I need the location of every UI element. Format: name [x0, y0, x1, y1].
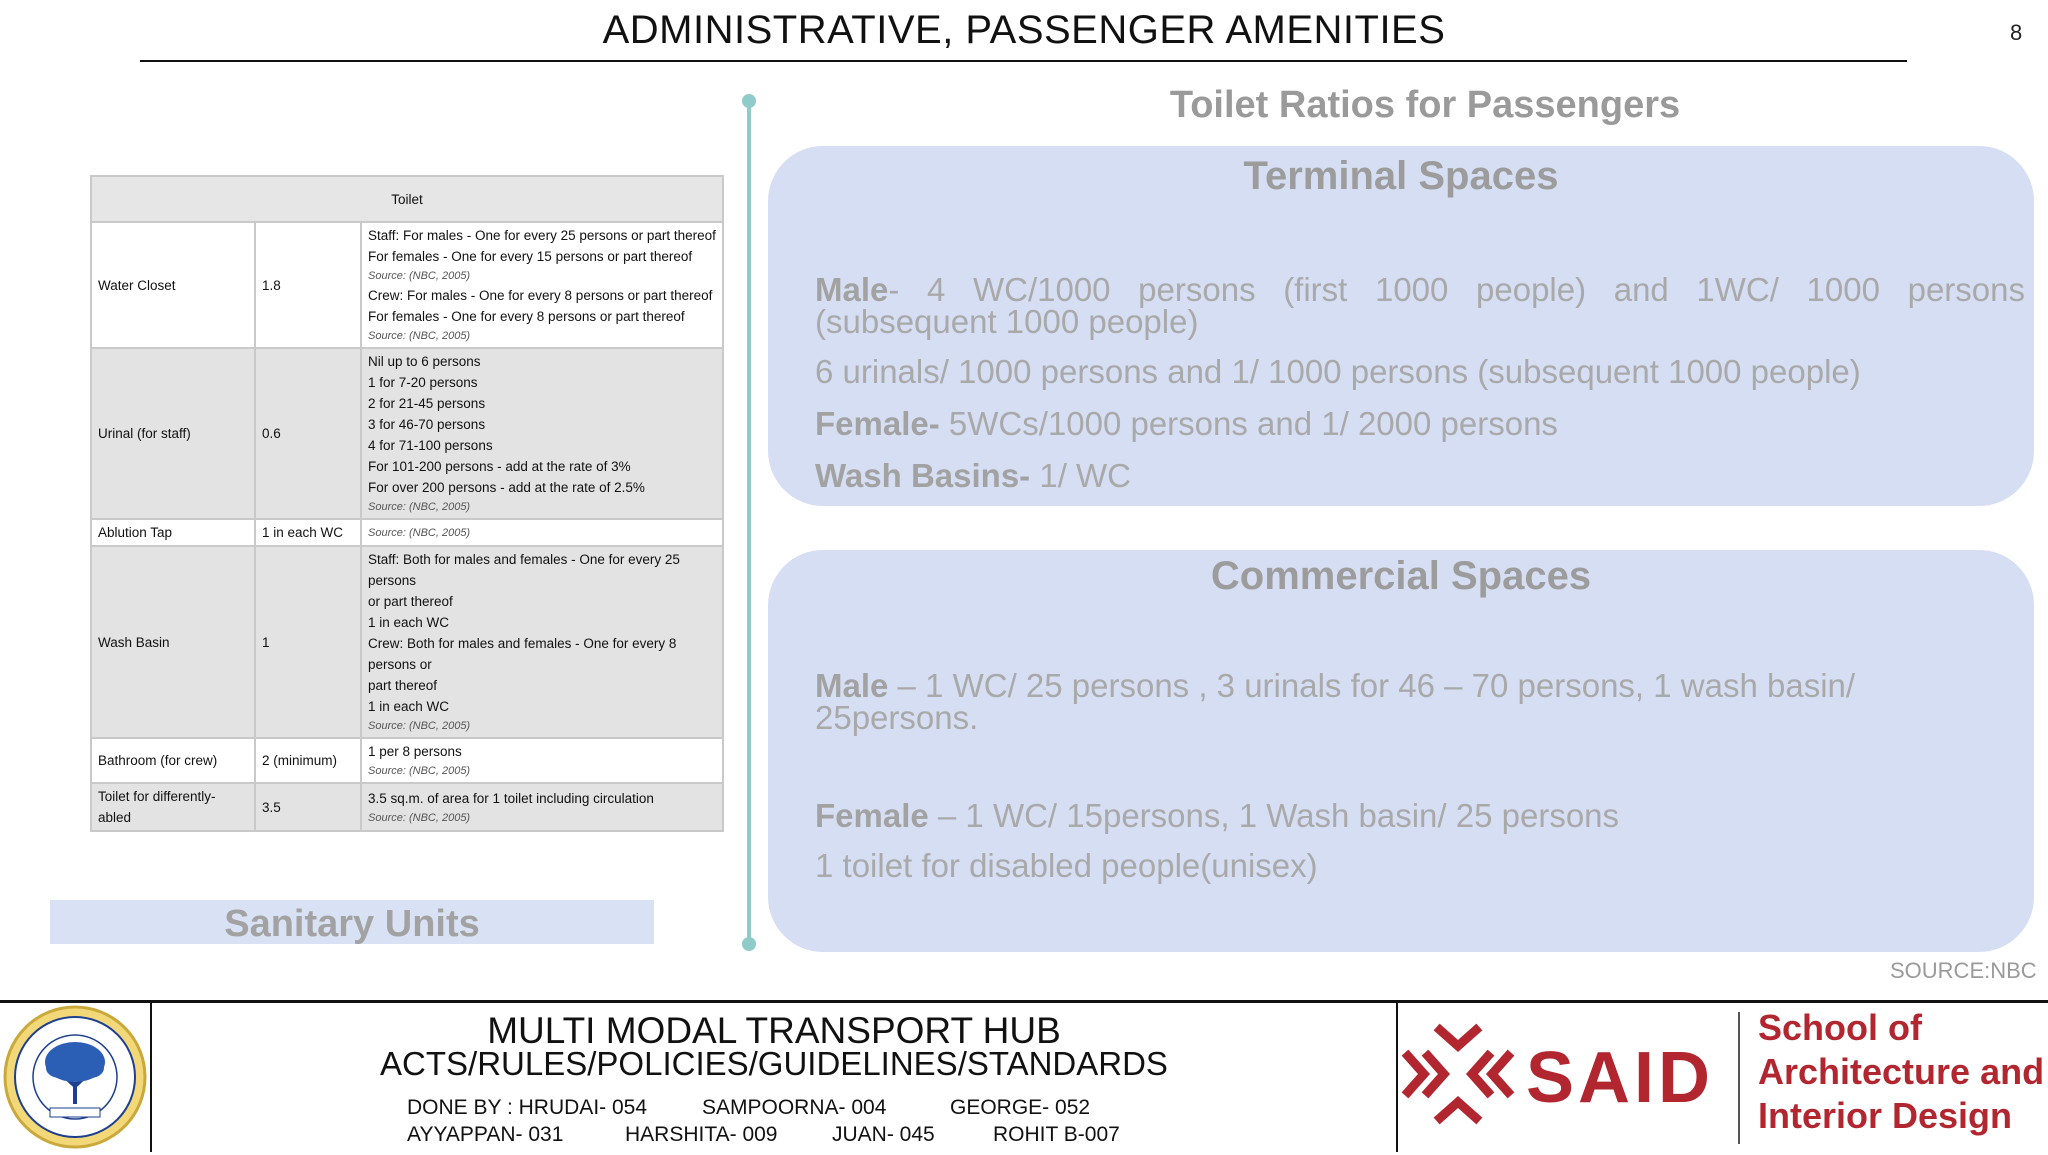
source-note: Source: (NBC, 2005): [368, 330, 471, 342]
female-ratio-text: [815, 405, 2025, 442]
timeline-dot-bottom: [742, 937, 756, 951]
detail-line: Staff: For males - One for every 25 persons or part thereof: [368, 228, 716, 243]
detail-line: Crew: Both for males and females - One for every 8 persons or: [368, 636, 677, 672]
row-label: Toilet for differently-abled: [91, 783, 255, 831]
detail-line: For females - One for every 15 persons or part thereof: [368, 249, 693, 264]
detail-line: Staff: Both for males and females - One for every 25 persons: [368, 552, 680, 588]
row-value: 1: [255, 546, 361, 738]
footer-divider-right: [1396, 1002, 1398, 1152]
row-value: 1.8: [255, 222, 361, 348]
terminal-spaces-panel: [768, 146, 2034, 506]
male-ratio-text: [815, 271, 2025, 340]
credit-name: AYYAPPAN- 031: [407, 1123, 564, 1146]
female-ratio-text: [815, 797, 2025, 834]
detail-line: or part thereof: [368, 594, 453, 609]
logo-divider: [1738, 1012, 1740, 1144]
credit-name: DONE BY : HRUDAI- 054: [407, 1096, 648, 1119]
wash-basins-label: Wash Basins-: [815, 457, 1031, 494]
school-name-line: Architecture and: [1758, 1051, 2045, 1092]
female-detail: – 1 WC/ 15persons, 1 Wash basin/ 25 persons: [928, 797, 1620, 834]
wash-basins-text: [815, 457, 2025, 494]
row-label: Wash Basin: [91, 546, 255, 738]
source-note: Source: (NBC, 2005): [368, 270, 471, 282]
timeline-dot-top: [742, 94, 756, 108]
footer-subtitle: ACTS/RULES/POLICIES/GUIDELINES/STANDARDS: [380, 1045, 1168, 1082]
detail-line: For over 200 persons - add at the rate of 2.5%: [368, 480, 645, 495]
credit-name: SAMPOORNA- 004: [702, 1096, 887, 1119]
female-label: Female: [815, 797, 929, 834]
row-label: Urinal (for staff): [91, 348, 255, 519]
row-details: [361, 783, 723, 831]
row-details: [361, 519, 723, 546]
school-name: [1758, 1006, 2044, 1138]
row-value: 3.5: [255, 783, 361, 831]
row-label: Bathroom (for crew): [91, 738, 255, 783]
wash-basins-detail: 1/ WC: [1030, 457, 1132, 494]
row-value: 0.6: [255, 348, 361, 519]
table-row: [91, 348, 723, 519]
detail-line: For females - One for every 8 persons or part thereof: [368, 309, 685, 324]
row-details: [361, 738, 723, 783]
page-number: 8: [2010, 20, 2023, 45]
detail-line: 2 for 21-45 persons: [368, 396, 486, 411]
table-row: [91, 546, 723, 738]
source-note: Source: (NBC, 2005): [368, 811, 471, 824]
table-row: [91, 783, 723, 831]
detail-line: 1 for 7-20 persons: [368, 375, 478, 390]
male-detail: – 1 WC/ 25 persons , 3 urinals for 46 – 70 persons, 1 wash basin/ 25persons.: [815, 667, 1856, 736]
panel-heading: Terminal Spaces: [1243, 154, 1559, 198]
row-details: [361, 348, 723, 519]
source-note: Source: (NBC, 2005): [368, 501, 471, 513]
commercial-spaces-panel: [768, 550, 2034, 952]
male-label: Male: [815, 667, 889, 704]
row-value: 2 (minimum): [255, 738, 361, 783]
male-label: Male: [815, 271, 889, 308]
university-seal-logo: [2, 1004, 148, 1150]
detail-line: 3.5 sq.m. of area for 1 toilet including circulation: [368, 790, 654, 806]
said-logo: [1400, 1016, 1730, 1146]
table-row: [91, 222, 723, 348]
female-detail: 5WCs/1000 persons and 1/ 2000 persons: [939, 405, 1558, 442]
sanitary-units-label: Sanitary Units: [50, 900, 654, 944]
source-note: Source: (NBC, 2005): [368, 765, 471, 777]
detail-line: For 101-200 persons - add at the rate of 3%: [368, 459, 631, 474]
urinals-ratio-text: 6 urinals/ 1000 persons and 1/ 1000 persons (subsequent 1000 people): [815, 353, 1861, 390]
source-note: Source: (NBC, 2005): [368, 720, 471, 732]
row-value: 1 in each WC: [255, 519, 361, 546]
row-details: [361, 222, 723, 348]
school-name-line: School of: [1758, 1007, 1922, 1048]
credit-name: JUAN- 045: [832, 1123, 935, 1146]
footer-divider: [0, 1000, 2048, 1003]
table-header: Toilet: [91, 176, 723, 222]
detail-line: part thereof: [368, 678, 438, 693]
table-row: [91, 519, 723, 546]
svg-text:SAID: SAID: [1526, 1038, 1715, 1118]
male-ratio-text: [815, 667, 2025, 736]
section-title: Toilet Ratios for Passengers: [1169, 84, 1681, 126]
detail-line: Nil up to 6 persons: [368, 354, 481, 369]
detail-line: 1 per 8 persons: [368, 744, 462, 759]
detail-line: Crew: For males - One for every 8 persons or part thereof: [368, 288, 713, 303]
page-title: ADMINISTRATIVE, PASSENGER AMENITIES: [602, 8, 1446, 52]
source-note: Source: (NBC, 2005): [368, 526, 471, 539]
credit-name: HARSHITA- 009: [625, 1123, 778, 1146]
female-label: Female-: [815, 405, 940, 442]
credit-name: GEORGE- 052: [950, 1096, 1091, 1119]
detail-line: 1 in each WC: [368, 615, 450, 630]
credit-name: ROHIT B-007: [993, 1123, 1120, 1146]
row-label: Water Closet: [91, 222, 255, 348]
timeline-line: [747, 100, 751, 945]
row-details: [361, 546, 723, 738]
school-name-line: Interior Design: [1758, 1095, 2013, 1136]
row-label: Ablution Tap: [91, 519, 255, 546]
detail-line: 4 for 71-100 persons: [368, 438, 493, 453]
footer-title: MULTI MODAL TRANSPORT HUB: [487, 1010, 1061, 1051]
source-note: SOURCE:NBC: [1890, 958, 2037, 983]
detail-line: 1 in each WC: [368, 699, 450, 714]
detail-line: 3 for 46-70 persons: [368, 417, 486, 432]
disabled-toilet-text: 1 toilet for disabled people(unisex): [815, 847, 1318, 884]
toilet-requirements-table: [90, 175, 724, 832]
table-row: [91, 738, 723, 783]
title-divider: [140, 60, 1907, 62]
panel-heading: Commercial Spaces: [1210, 554, 1592, 598]
male-detail: - 4 WC/1000 persons (first 1000 people) and 1WC/ 1000 persons (subsequent 1000 people): [815, 271, 2025, 340]
